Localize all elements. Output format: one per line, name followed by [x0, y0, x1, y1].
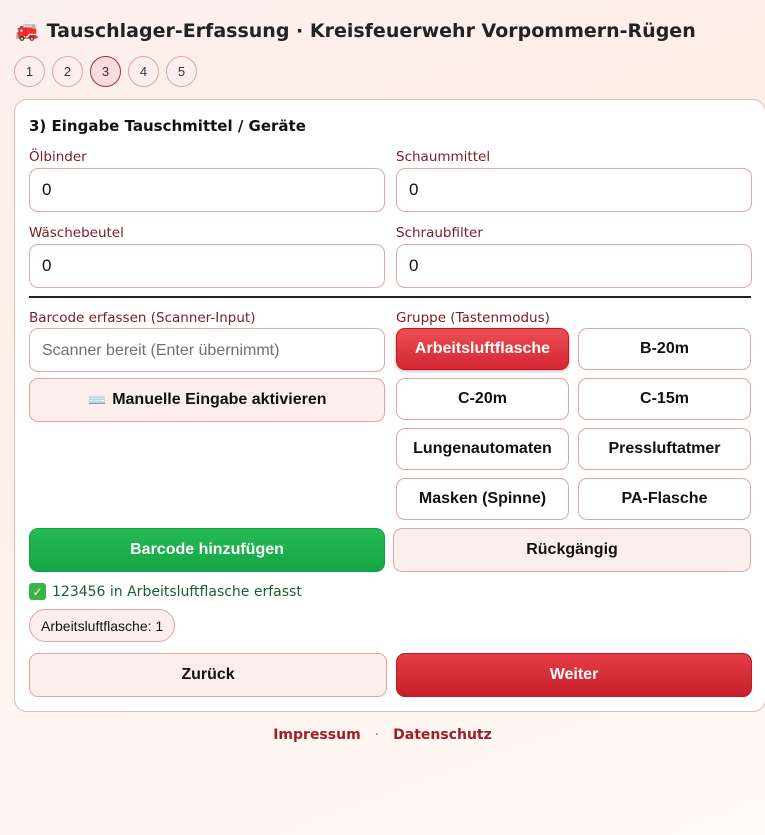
schaummittel-label: Schaummittel: [396, 149, 491, 165]
footer: [0, 727, 765, 743]
schraubfilter-label: Schraubfilter: [396, 225, 483, 241]
form-card: [14, 99, 765, 712]
oelbinder-input[interactable]: [29, 168, 385, 212]
undo-button[interactable]: Rückgängig: [393, 528, 751, 572]
waeschebeutel-input[interactable]: [29, 244, 385, 288]
app-title: [15, 19, 696, 42]
group-button-b-20m[interactable]: B-20m: [578, 328, 751, 370]
fire-truck-icon: 🚒: [15, 20, 39, 42]
group-button-pressluftatmer[interactable]: Pressluftatmer: [578, 428, 751, 470]
add-barcode-button[interactable]: Barcode hinzufügen: [29, 528, 385, 572]
section-divider: [29, 296, 751, 298]
manual-entry-label: Manuelle Eingabe aktivieren: [112, 391, 327, 408]
barcode-scanner-input[interactable]: [29, 328, 385, 372]
group-button-lungenautomaten[interactable]: Lungenautomaten: [396, 428, 569, 470]
barcode-label: Barcode erfassen (Scanner-Input): [29, 310, 256, 326]
group-button-c-15m[interactable]: C-15m: [578, 378, 751, 420]
oelbinder-label: Ölbinder: [29, 149, 87, 165]
footer-separator: ·: [374, 727, 380, 743]
group-button-pa-flasche[interactable]: PA-Flasche: [578, 478, 751, 520]
group-button-arbeitsluftflasche[interactable]: Arbeitsluftflasche: [396, 328, 569, 370]
step-5[interactable]: 5: [166, 56, 197, 87]
impressum-link[interactable]: Impressum: [273, 727, 361, 743]
group-button-masken-spinne[interactable]: Masken (Spinne): [396, 478, 569, 520]
manual-entry-button[interactable]: [29, 378, 385, 422]
app-title-text: Tauschlager-Erfassung · Kreisfeuerwehr Vorpommern-Rügen: [46, 19, 696, 42]
step-3[interactable]: 3: [90, 56, 121, 87]
datenschutz-link[interactable]: Datenschutz: [393, 727, 492, 743]
step-4[interactable]: 4: [128, 56, 159, 87]
count-badge: Arbeitsluftflasche: 1: [29, 609, 175, 642]
check-icon: ✓: [29, 583, 46, 600]
waeschebeutel-label: Wäschebeutel: [29, 225, 124, 241]
schaummittel-input[interactable]: [396, 168, 752, 212]
group-button-c-20m[interactable]: C-20m: [396, 378, 569, 420]
schraubfilter-input[interactable]: [396, 244, 752, 288]
step-1[interactable]: 1: [14, 56, 45, 87]
status-message: [29, 583, 302, 600]
back-button[interactable]: Zurück: [29, 653, 387, 697]
step-indicator: [14, 56, 197, 87]
section-title: 3) Eingabe Tauschmittel / Geräte: [29, 117, 306, 135]
step-2[interactable]: 2: [52, 56, 83, 87]
next-button[interactable]: Weiter: [396, 653, 752, 697]
keyboard-icon: ⌨️: [87, 392, 107, 409]
group-label: Gruppe (Tastenmodus): [396, 310, 550, 326]
status-text: 123456 in Arbeitsluftflasche erfasst: [52, 583, 302, 600]
